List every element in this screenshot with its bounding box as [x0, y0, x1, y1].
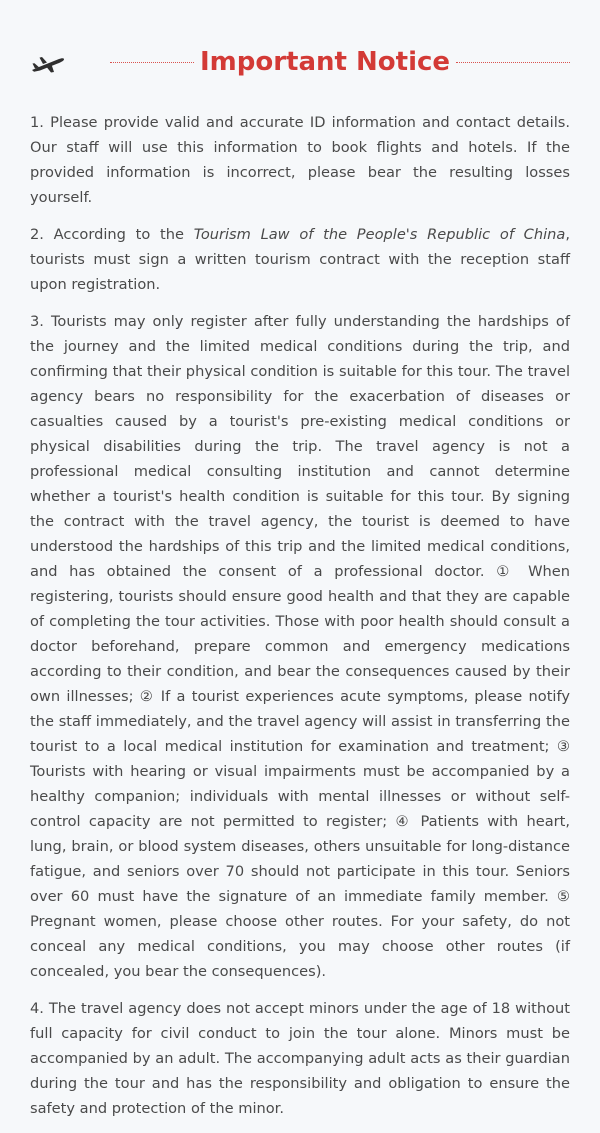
page-title: Important Notice: [200, 47, 451, 77]
title-divider-left: [110, 62, 194, 63]
paragraph-text: 4. The travel agency does not accept minors under the age of 18 without full capacity for civil conduct to join the tour alone. Minors must be accompanied by an adult. The accompanying adult acts as their guardian during the tour and has the responsibility and obligation to ensure the safety and protection of the minor.: [30, 1000, 570, 1117]
paragraph-text: 2. According to the: [30, 226, 194, 243]
notice-paragraph-3: [30, 309, 570, 984]
notice-header: [30, 0, 570, 80]
airplane-icon: [31, 53, 65, 75]
law-title: Tourism Law of the People's Republic of China: [193, 226, 566, 243]
paragraph-text: , tourists must sign a written tourism contract with the reception staff upon registration.: [30, 226, 571, 293]
notice-body: [30, 110, 570, 1133]
notice-paragraph-1: [30, 110, 570, 210]
notice-paragraph-4: [30, 996, 570, 1121]
paragraph-text: 3. Tourists may only register after fully understanding the hardships of the journey and the limited medical conditions during the trip, and confirming that their physical condition is suitable for this tour. The travel agency bears no responsibility for the exacerbation of diseases or casualties caused by a tourist's pre-existing medical conditions or physical disabilities during the trip. The travel agency is not a professional medical consulting institution and cannot determine whether a tourist's health condition is suitable for this tour. By signing the contract with the travel agency, the tourist is deemed to have understood the hardships of this trip and the limited medical conditions, and has obtained the consent of a professional doctor. ① When registering, tourists should ensure good health and that they are capable of completing the tour activities. Those with poor health should consult a doctor beforehand, prepare common and emergency medications according to their condition, and bear the consequences caused by their own illnesses; ② If a tourist experiences acute symptoms, please notify the staff immediately, and the travel agency will assist in transferring the tourist to a local medical institution for examination and treatment; ③ Tourists with hearing or visual impairments must be accompanied by a healthy companion; individuals with mental illnesses or without self-control capacity are not permitted to register; ④ Patients with heart, lung, brain, or blood system diseases, others unsuitable for long-distance fatigue, and seniors over 70 should not participate in this tour. Seniors over 60 must have the signature of an immediate family member. ⑤ Pregnant women, please choose other routes. For your safety, do not conceal any medical conditions, you may choose other routes (if concealed, you bear the consequences).: [30, 313, 570, 980]
paragraph-text: 1. Please provide valid and accurate ID information and contact details. Our staff will use this information to book flights and hotels. If the provided information is incorrect, please bear the resulting losses yourself.: [30, 114, 570, 206]
title-divider-right: [456, 62, 570, 63]
notice-paragraph-2: [30, 222, 570, 297]
